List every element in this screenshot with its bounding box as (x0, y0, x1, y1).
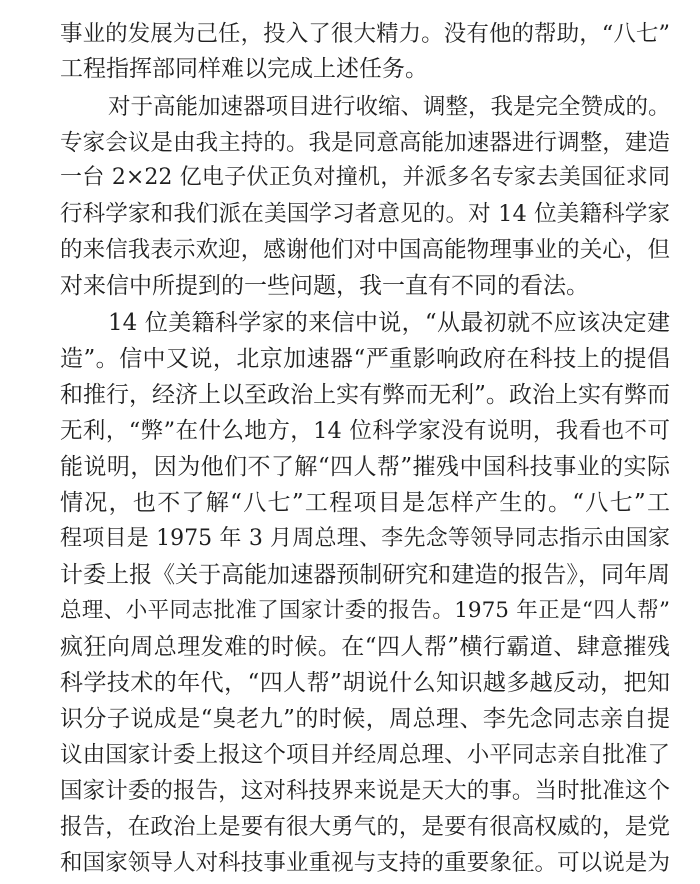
text-line-23: 报告，在政治上是要有很大勇气的，是要有很高权威的，是党 (60, 814, 670, 840)
text-line-18: 疯狂向周总理发难的时候。在“四人帮”横行霸道、肆意摧残 (60, 634, 670, 660)
text-line-12: 无利，“弊”在什么地方，14 位科学家没有说明，我看也不可 (60, 418, 670, 444)
text-line-6: 行科学家和我们派在美国学习者意见的。对 14 位美籍科学家 (60, 201, 670, 227)
text-line-4: 专家会议是由我主持的。我是同意高能加速器进行调整，建造 (60, 130, 670, 156)
text-line-5: 一台 2×22 亿电子伏正负对撞机，并派多名专家去美国征求同 (60, 165, 670, 190)
text-line-7: 的来信我表示欢迎，感谢他们对中国高能物理事业的关心，但 (60, 237, 670, 263)
text-line-13: 能说明，因为他们不了解“四人帮”摧残中国科技事业的实际 (60, 454, 670, 480)
text-line-14: 情况，也不了解“八七”工程项目是怎样产生的。“八七”工 (60, 490, 670, 516)
text-line-10: 造”。信中又说，北京加速器“严重影响政府在科技上的提倡 (60, 346, 670, 372)
text-line-22: 国家计委的报告，这对科技界来说是天大的事。当时批准这个 (60, 778, 670, 804)
text-line-2: 工程指挥部同样难以完成上述任务。 (60, 56, 428, 82)
text-line-19: 科学技术的年代，“四人帮”胡说什么知识越多越反动，把知 (60, 670, 670, 696)
text-line-20: 识分子说成是“臭老九”的时候，周总理、李先念同志亲自提 (60, 706, 670, 732)
paragraph-3-line-1: 14 位美籍科学家的来信中说，“从最初就不应该决定建 (108, 310, 670, 336)
text-line-21: 议由国家计委上报这个项目并经周总理、小平同志亲自批准了 (60, 742, 670, 768)
text-line-24: 和国家领导人对科技事业重视与支持的重要象征。可以说是为 (60, 850, 670, 876)
text-line-1: 事业的发展为己任，投入了很大精力。没有他的帮助，“八七” (60, 21, 670, 47)
text-line-15: 程项目是 1975 年 3 月周总理、李先念等领导同志指示由国家 (60, 526, 670, 551)
text-line-11: 和推行，经济上以至政治上实有弊而无利”。政治上实有弊而 (60, 382, 670, 408)
text-line-8: 对来信中所提到的一些问题，我一直有不同的看法。 (60, 273, 589, 299)
text-line-17: 总理、小平同志批准了国家计委的报告。1975 年正是“四人帮” (60, 598, 670, 623)
paragraph-2-line-1: 对于高能加速器项目进行收缩、调整，我是完全赞成的。 (108, 94, 671, 120)
text-line-16: 计委上报《关于高能加速器预制研究和建造的报告》，同年周 (60, 562, 670, 588)
